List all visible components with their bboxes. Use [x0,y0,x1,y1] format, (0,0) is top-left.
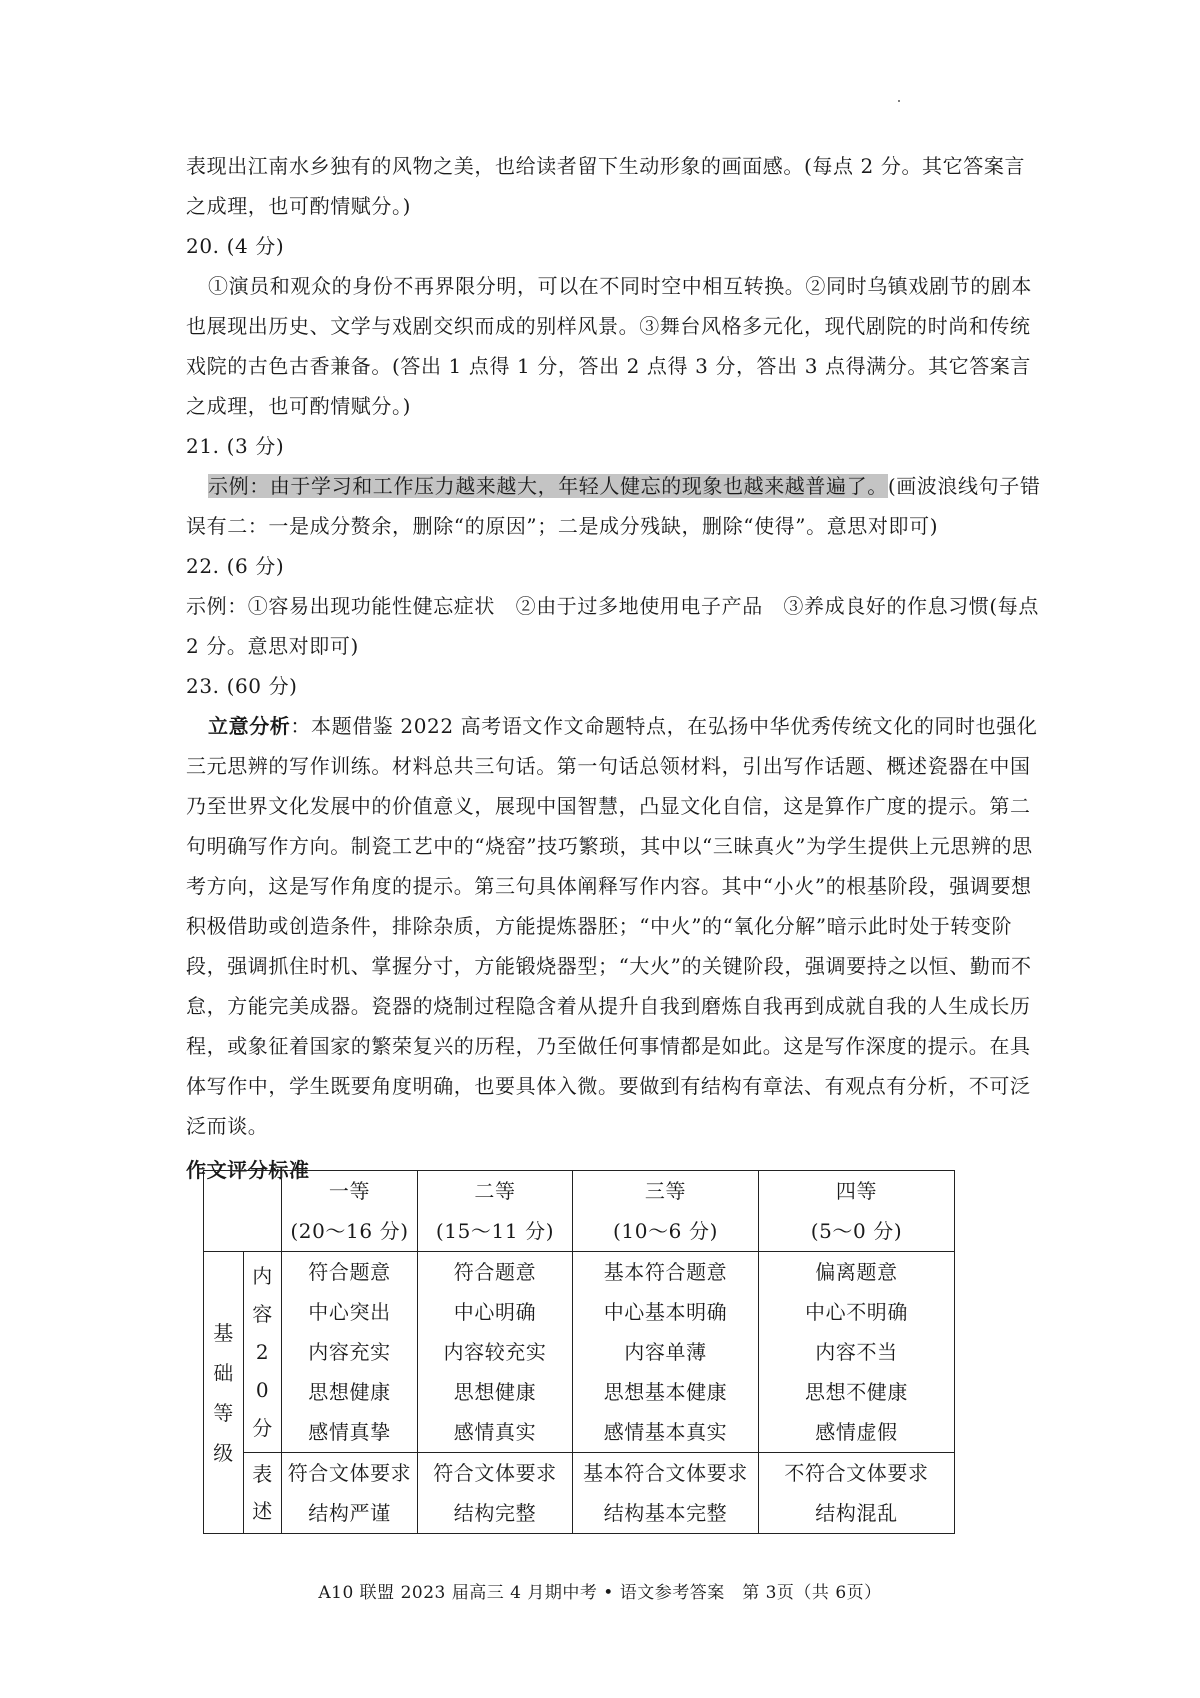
basic-level-label: 基础等级 [204,1252,244,1534]
scan-speck [898,100,900,102]
expression-grade-4: 不符合文体要求 结构混乱 [759,1453,955,1534]
answer-content [186,146,1044,1190]
grade-2-header: 二等 (15～11 分) [418,1171,573,1252]
q21-note: (画波浪线句子错误有二：一是成分赘余，删除“的原因”；二是成分残缺，删除“使得”。意思对即可) [186,474,1041,538]
expression-grade-3: 基本符合文体要求 结构基本完整 [573,1453,759,1534]
expression-criteria-row [204,1453,955,1534]
q20-heading: 20. (4 分) [186,234,285,258]
expression-grade-1: 符合文体要求 结构严谨 [282,1453,418,1534]
grading-header-row [204,1171,955,1252]
grade-3-header: 三等 (10～6 分) [573,1171,759,1252]
q21-answer [186,466,1044,546]
grading-table [203,1170,955,1534]
page-footer: A10 联盟 2023 届高三 4 月期中考 • 语文参考答案 第 3页（共 6页） [318,1583,882,1603]
grading-table-title: 作文评分标准 [186,1158,310,1182]
content-grade-4: 偏离题意 中心不明确 内容不当 思想不健康 感情虚假 [759,1252,955,1453]
grading-corner-cell [204,1171,282,1252]
content-criteria-row [204,1252,955,1453]
grade-4-header: 四等 (5～0 分) [759,1171,955,1252]
q21-heading: 21. (3 分) [186,434,285,458]
q20-answer: ①演员和观众的身份不再界限分明，可以在不同时空中相互转换。②同时乌镇戏剧节的剧本也展现出历史、文学与戏剧交织而成的别样风景。③舞台风格多元化，现代剧院的时尚和传统戏院的古色古香兼备。(答出 1 点得 1 分，答出 2 点得 3 分，答出 3 点得满分。其它答案言之成理，也可酌情赋分。) [186,274,1032,418]
q23-analysis [186,706,1044,1146]
expression-label: 表述 [244,1453,282,1534]
q19-tail-text: 表现出江南水乡独有的风物之美，也给读者留下生动形象的画面感。(每点 2 分。其它答案言之成理，也可酌情赋分。) [186,154,1026,218]
content-grade-3: 基本符合题意 中心基本明确 内容单薄 思想基本健康 感情基本真实 [573,1252,759,1453]
q23-analysis-label: 立意分析 [208,714,291,738]
q23-heading: 23. (60 分) [186,674,298,698]
content-grade-2: 符合题意 中心明确 内容较充实 思想健康 感情真实 [418,1252,573,1453]
content-grade-1: 符合题意 中心突出 内容充实 思想健康 感情真挚 [282,1252,418,1453]
q22-heading: 22. (6 分) [186,554,285,578]
q21-example-highlight: 示例：由于学习和工作压力越来越大，年轻人健忘的现象也越来越普遍了。 [208,474,888,498]
q23-analysis-text: ：本题借鉴 2022 高考语文作文命题特点，在弘扬中华优秀传统文化的同时也强化三元思辨的写作训练。材料总共三句话。第一句话总领材料，引出写作话题、概述瓷器在中国乃至世界文化发展中的价值意义，展现中国智慧，凸显文化自信，这是算作广度的提示。第二句明确写作方向。制瓷工艺中的“烧窑”技巧繁琐，其中以“三昧真火”为学生提供上元思辨的思考方向，这是写作角度的提示。第三句具体阐释写作内容。其中“小火”的根基阶段，强调要想积极借助或创造条件，排除杂质，方能提炼器胚；“中火”的“氧化分解”暗示此时处于转变阶段，强调抓住时机、掌握分寸，方能锻烧器型；“大火”的关键阶段，强调要持之以恒、勤而不怠，方能完美成器。瓷器的烧制过程隐含着从提升自我到磨炼自我再到成就自我的人生成长历程，或象征着国家的繁荣复兴的历程，乃至做任何事情都是如此。这是写作深度的提示。在具体写作中，学生既要角度明确，也要具体入微。要做到有结构有章法、有观点有分析，不可泛泛而谈。 [186,714,1038,1138]
content-20-label: 内容20分 [244,1252,282,1453]
q22-answer: 示例：①容易出现功能性健忘症状 ②由于过多地使用电子产品 ③养成良好的作息习惯(每点 2 分。意思对即可) [186,594,1040,658]
grade-1-header: 一等 (20～16 分) [282,1171,418,1252]
expression-grade-2: 符合文体要求 结构完整 [418,1453,573,1534]
